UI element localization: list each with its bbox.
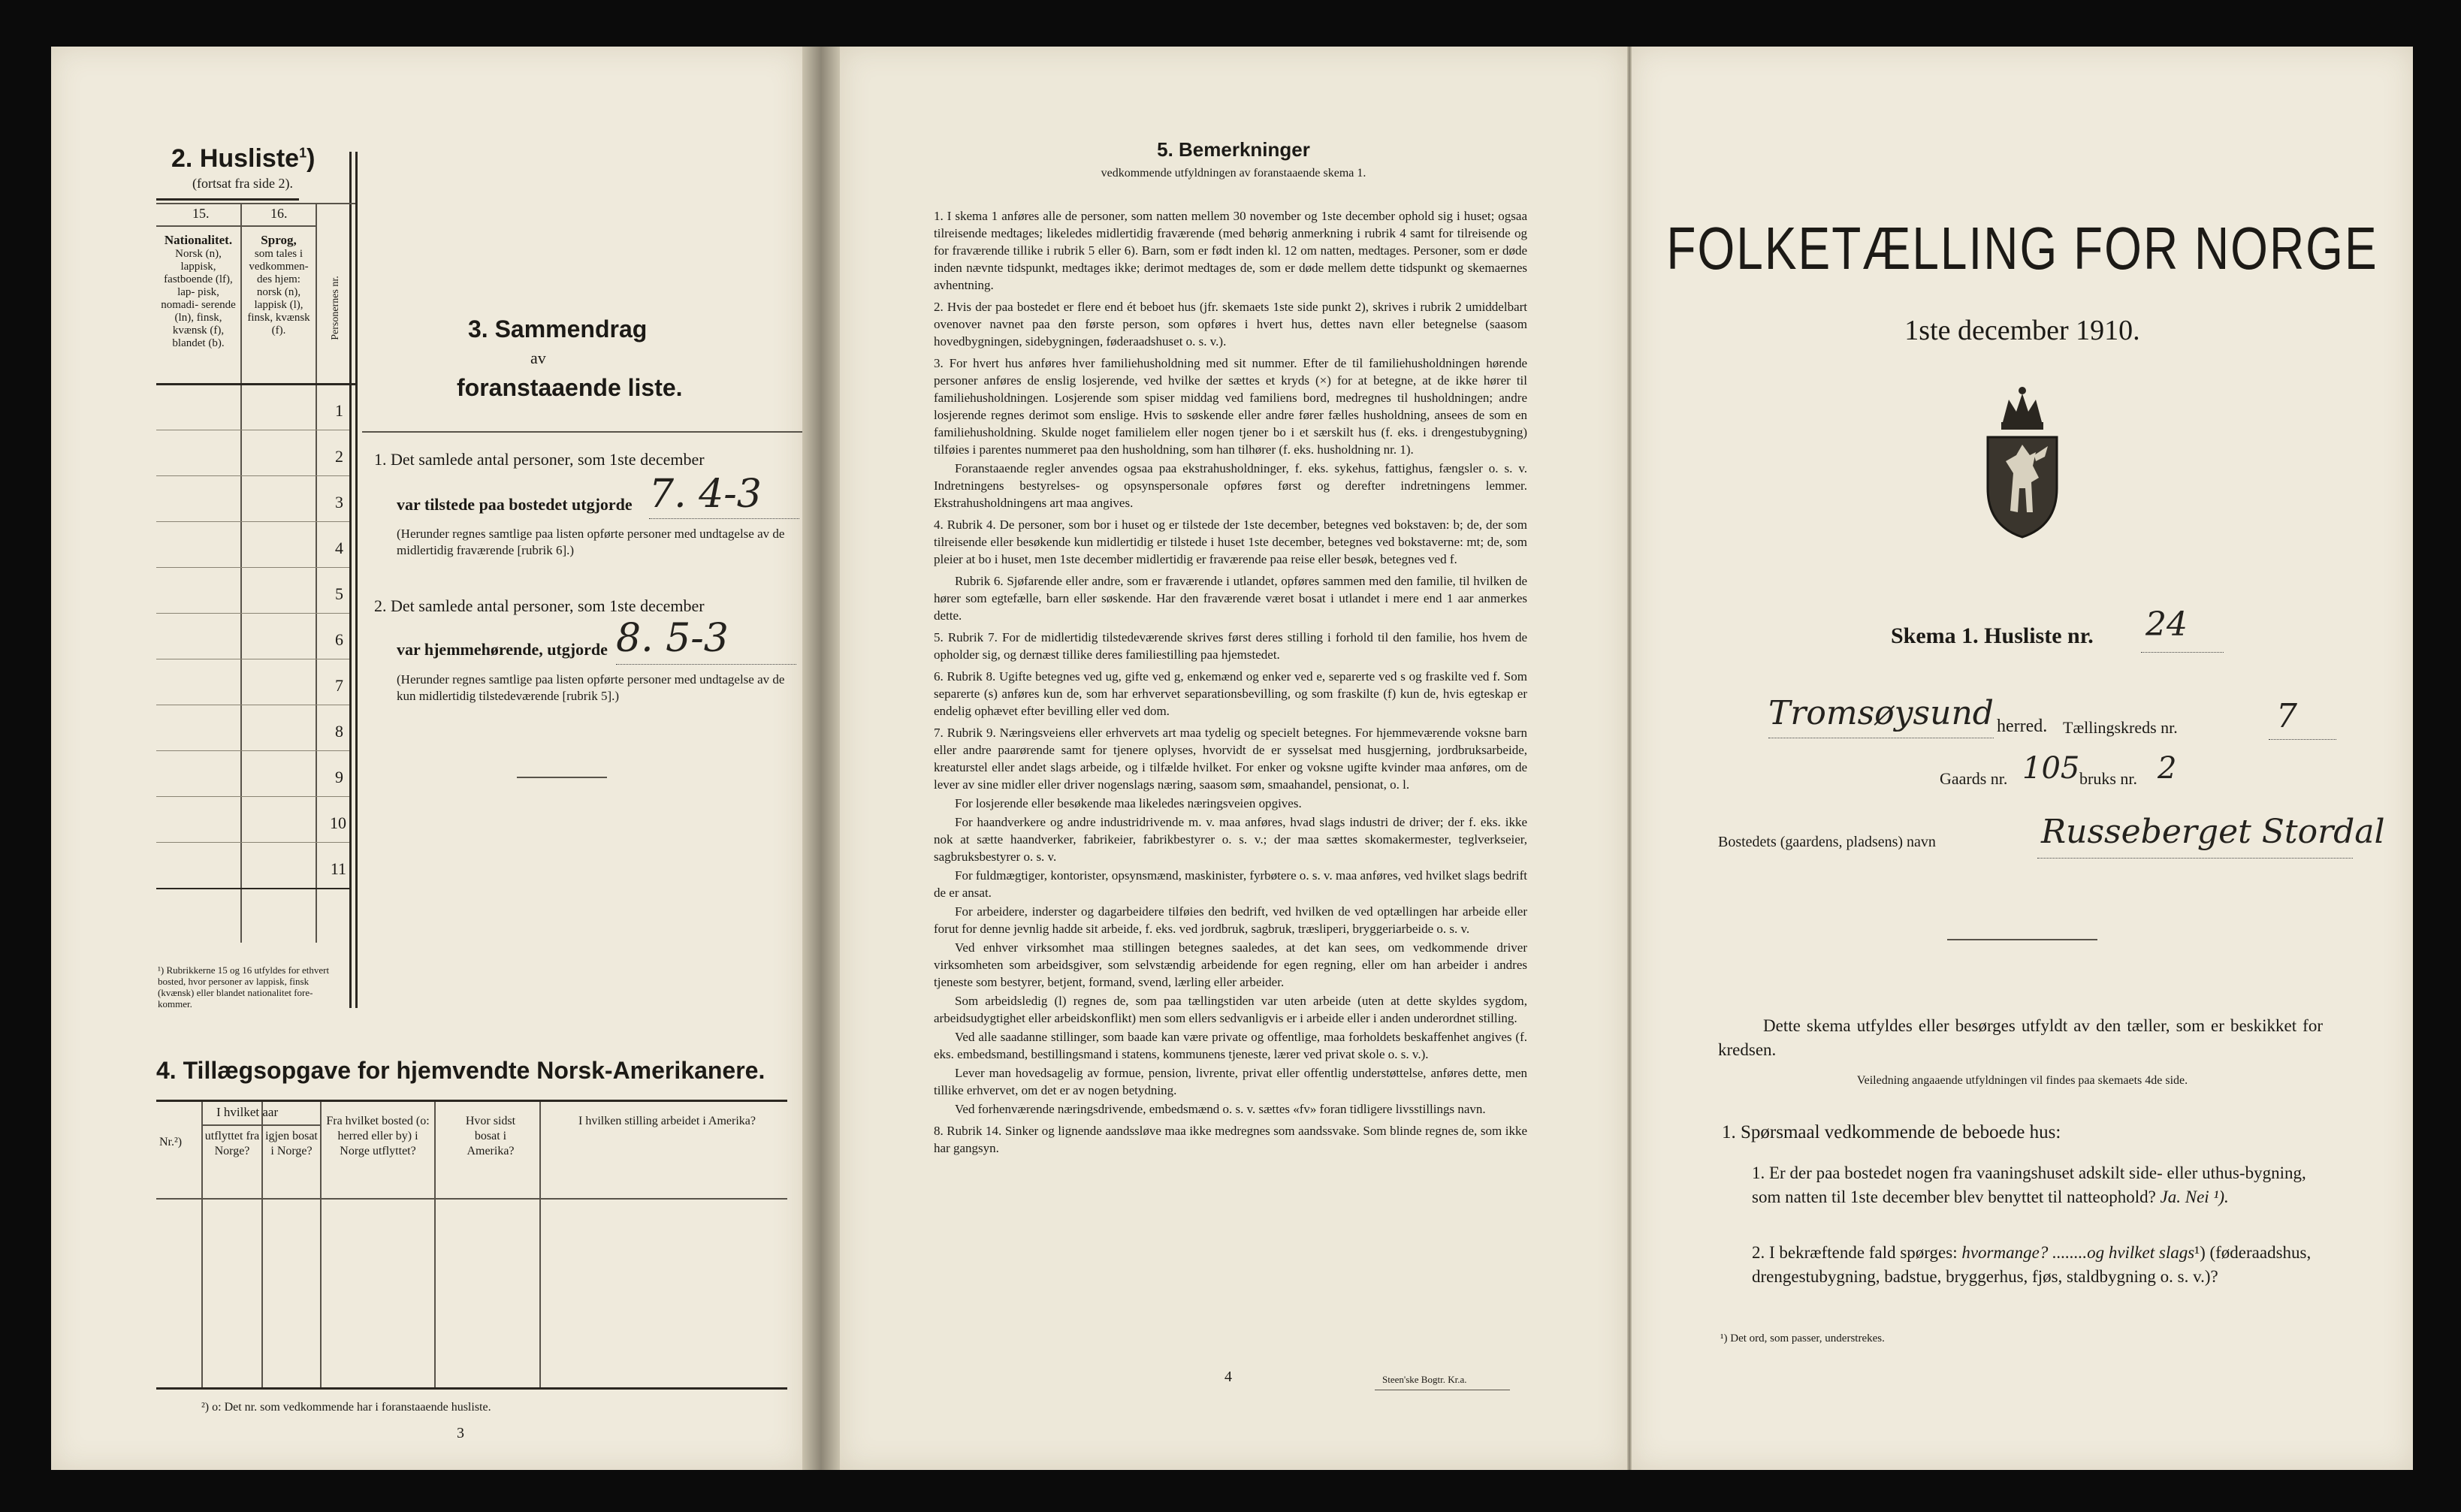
bruks-value: 2 (2158, 751, 2177, 786)
dotted-rule (2269, 739, 2336, 740)
tilstede-value: 7. 4-3 (649, 472, 762, 517)
col-person-header: Personernes nr. (329, 276, 341, 340)
table-row: 7 (156, 659, 349, 705)
paragraph: 6. Rubrik 8. Ugifte betegnes ved ug, gifte ved g, enkemænd og enker ved e, separerte ved s og fraskilte ved f. Som separerte (s) anføres kun de, som har erhvervet separationsbevilling, og som fraskilte (f) kun de, hvis egteskap er endelig ophævet efter bevilling eller ved dom. (934, 669, 1527, 718)
question-1: 1. Er der paa bostedet nogen fra vaaningshuset adskilt side- eller uthus-bygning, som natten til 1ste december blev benyttet til natteophold? Ja. Nei ¹). (1752, 1163, 2306, 1206)
sammendrag-item-1-label: var tilstede paa bostedet utgjorde (397, 495, 633, 514)
intro-text: Dette skema utfyldes eller besørges utfyldt av den tæller, som er beskikket for kredsen. (1718, 1016, 2323, 1059)
left-page (51, 47, 802, 1470)
table-row: 9 (156, 751, 349, 797)
skema-label: Skema 1. Husliste nr. (1891, 623, 2094, 648)
bemerkninger-body (934, 207, 1527, 1158)
herred-label: herred. (1997, 717, 2048, 736)
dotted-rule (2037, 858, 2353, 859)
sammendrag-title: 3. Sammendrag (468, 315, 648, 343)
dotted-rule (616, 664, 796, 665)
page-number: 3 (457, 1425, 464, 1441)
dotted-rule (649, 518, 799, 519)
husliste-heading: 2. Husliste$^1$) (171, 144, 316, 173)
paragraph: 4. Rubrik 4. De personer, som bor i huset og er tilstede der 1ste december, betegnes ved bokstaven: b; de, der som tilreisende eller besøkende kun midlertidig er tilstede i huset 1ste december, betegnes ved bokstaverne: mt; de, som pleier at bo i huset, men 1ste december midlertidig er fraværende paa reise eller besøk, betegnes ved f. (934, 518, 1527, 566)
husliste-footnote: ¹) Rubrikkerne 15 og 16 utfyldes for ethvert bosted, hvor personer av lappisk, finsk (kvænsk) eller blandet nationalitet fore- kommer. (158, 964, 330, 1010)
sammendrag-item-2-note: (Herunder regnes samtlige paa listen opførte personer med undtagelse av de kun midlertidig tilstedeværende [rubrik 5].) (397, 672, 785, 703)
tillaeg-col-igjen: igjen bosat i Norge? (265, 1130, 318, 1157)
bosted-label: Bostedets (gaardens, pladsens) navn (1718, 834, 1936, 850)
sammendrag-item-1-note: (Herunder regnes samtlige paa listen opførte personer med undtagelse av de midlertidig fraværende [rubrik 6].) (397, 527, 785, 557)
table-row: 8 (156, 705, 349, 751)
middle-page (840, 47, 1627, 1470)
folketaelling-date: 1ste december 1910. (1904, 315, 2140, 346)
hjemmehorende-value: 8. 5-3 (616, 616, 729, 661)
table-row: 2 (156, 430, 349, 476)
krets-value: 7 (2276, 697, 2297, 735)
tillaeg-table (156, 1100, 787, 1390)
husliste-subheading: (fortsat fra side 2). (192, 176, 293, 191)
printer-mark: Steen'ske Bogtr. Kr.a. (1382, 1374, 1467, 1385)
rule (517, 777, 607, 778)
krets-label: Tællingskreds nr. (2063, 718, 2178, 737)
tillaeg-col-nr: Nr.²) (159, 1136, 183, 1148)
paragraph: Ved enhver virksomhet maa stillingen betegnes saaledes, at det kan sees, om vedkommende driver virksomheten som arbeidsgiver, som selvstændig arbeidende for egen regning, eller om han arbeider i andres tjeneste som bestyrer, betjent, formand, svend, lærling eller arbeider. (934, 940, 1527, 989)
table-row: 1 (156, 385, 349, 430)
tillaeg-col-utflyttet: utflyttet fra Norge? (204, 1130, 260, 1157)
rule (362, 431, 802, 433)
husliste-rows (156, 385, 349, 889)
tillaeg-title: 4. Tillægsopgave for hjemvendte Norsk-Amerikanere. (156, 1057, 765, 1084)
paragraph: Ved alle saadanne stillinger, som baade kan være private og offentlige, maa forholdets beskaffenhet angives (f. eks. embedsmand, bestillingsmand i statens, kommunens tjeneste, lærer ved privat skole o. s. v.). (934, 1030, 1527, 1061)
paragraph: Som arbeidsledig (l) regnes de, som paa tællingstiden var uten arbeide (uten at dette skyldes sygdom, arbeidsudygtighet eller arbeidskonflikt) men som ellers sedvanligvis er i arbeide eller i anden underordnet stilling. (934, 994, 1527, 1025)
rule (355, 152, 358, 1008)
question-2: 2. I bekræftende fald spørges: hvormange? ........og hvilket slags¹) (føderaadshus, drengestubygning, badstue, bryggerhus, fjøs, staldbygning o. s. v.)? (1752, 1243, 2312, 1286)
gaards-value: 105 (2022, 751, 2080, 786)
herred-value: Tromsøysund (1768, 694, 1994, 732)
paragraph: For arbeidere, inderster og dagarbeidere tilføies den bedrift, ved hvilken de ved optællingen har arbeide eller forut for denne jevnlig hadde sit arbeide, f. eks. ved jordbruk, sagbruk, træsliperi, bryggeriarbeide o. s. v. (934, 904, 1527, 936)
paragraph: For losjerende eller besøkende maa likeledes næringsveien opgives. (955, 796, 1302, 810)
sammendrag-av: av (530, 349, 546, 367)
bosted-value: Russeberget Stordal (2041, 813, 2385, 851)
sammendrag-item-2-label: var hjemmehørende, utgjorde (397, 640, 608, 659)
bruks-label: bruks nr. (2079, 769, 2137, 788)
right-footnote: ¹) Det ord, som passer, understrekes. (1720, 1332, 1885, 1345)
folketaelling-title: FOLKETÆLLING FOR NORGE (1666, 214, 2378, 282)
question-heading: 1. Spørsmaal vedkommende de beboede hus: (1722, 1122, 2061, 1142)
paragraph: For haandverkere og andre industridrivende m. v. maa anføres, hvad slags industri de driver; der f. eks. ikke nok at sætte haandverker, fabrikeier, fabrikbestyrer o. s. v.; der maa sættes skomakermester, teglverkseier, sagbruksbestyrer o. s. v. (934, 815, 1527, 864)
col-15-header: Nationalitet. Norsk (n), lappisk, fastboende (lf), lap- pisk, nomadi- serende (ln), finsk, kvænsk (f), blandet (b). (161, 233, 236, 349)
paragraph: Lever man hovedsagelig av formue, pension, livrente, privat eller offentlig understøttelse, anføres dette, men tillike erhvervet, om det er av nogen betydning. (934, 1066, 1527, 1097)
paragraph: 7. Rubrik 9. Næringsveiens eller erhvervets art maa tydelig og specielt betegnes. For hjemmeværende voksne barn eller andre paarørende samt for tjenere oplyses, hvorvidt de er sysselsat med husgjerning, jordbruksarbeide, kreaturstel eller andet slags arbeide, og i tilfælde hvilket. For enker og voksne ugifte kvinder maa anføres, om de lever av sine midler eller driver nogenslags næring, saasom søm, smaahandel, pensionat, o. l. (934, 726, 1527, 792)
table-row: 3 (156, 476, 349, 522)
table-row: 4 (156, 522, 349, 568)
paragraph: 8. Rubrik 14. Sinker og lignende aandssløve maa ikke medregnes som aandssvake. Som blinde regnes de, som ikke har gangsyn. (934, 1124, 1527, 1155)
bemerkninger-subtitle: vedkommende utfyldningen av foranstaaende skema 1. (1101, 167, 1366, 180)
veiledning-text: Veiledning angaaende utfyldningen vil findes paa skemaets 4de side. (1856, 1074, 2188, 1087)
tillaeg-footnote: ²) o: Det nr. som vedkommende har i foranstaaende husliste. (201, 1401, 491, 1414)
bemerkninger-title: 5. Bemerkninger (1157, 138, 1310, 161)
ornament-rule (1947, 939, 2097, 940)
table-row: 5 (156, 568, 349, 614)
col-15-number: 15. (192, 206, 210, 221)
paragraph: 3. For hvert hus anføres hver familiehusholdning med sit nummer. Efter de til familiehusholdningen hørende personer anføres de enslig losjerende, ved hvilke der sættes et kryds (×) for at betegne, at de ikke hører til familiehusholdningen. Losjerende som spiser middag ved familiens bord, medregnes til husholdningen; andre losjerende regnes derimot som enslige. Hvis to søskende eller andre fører fælles husholdning, ansees de som en familiehusholdning. Skulde noget familielem eller nogen tjener bo i et særskilt hus (f. eks. i drengestubygning) tilføies i parentes nummeret paa den husholdning, som han tilhører (f. eks. husholdning nr. 1). (934, 356, 1527, 457)
rule (156, 225, 316, 227)
tillaeg-col-bosted: Fra hvilket bosted (o: herred eller by) i Norge utflyttet? (326, 1115, 430, 1157)
paragraph: 1. I skema 1 anføres alle de personer, som natten mellem 30 november og 1ste december ophold sig i huset; ogsaa tilreisende medtages; likeledes midlertidig fraværende (med behørig anmerkning i rubrik 4 samt for tilreisende og for fraværende tillike i rubrik 5 eller 6). Barn, som er født inden kl. 12 om natten, medtages. Personer, som er døde inden nævnte tidspunkt, medtages ikke; derimot medtages de, som er døde mellem dette tidspunkt og skemaernes avhentning. (934, 209, 1527, 292)
husliste-nr-value: 24 (2145, 605, 2188, 644)
col-16-number: 16. (270, 206, 288, 221)
dotted-rule (2141, 652, 2224, 653)
tillaeg-col-year: I hvilket aar (216, 1105, 279, 1119)
page-number: 4 (1224, 1369, 1232, 1385)
table-row: 11 (156, 843, 349, 889)
paragraph: 5. Rubrik 7. For de midlertidig tilstedeværende skrives først deres stilling i forhold til den familie, hos hvem de opholder sig, og dernæst tillike deres familiestilling paa hjemstedet. (934, 630, 1527, 662)
sammendrag-item-2: 2. Det samlede antal personer, som 1ste december (374, 596, 705, 615)
tillaeg-col-stilling: I hvilken stilling arbeidet i Amerika? (578, 1115, 756, 1127)
sammendrag-item-1: 1. Det samlede antal personer, som 1ste december (374, 450, 705, 469)
sammendrag-subtitle: foranstaaende liste. (457, 374, 683, 401)
coat-of-arms-icon (1980, 383, 2064, 541)
rule (156, 203, 355, 204)
table-row: 10 (156, 797, 349, 843)
right-page (1632, 47, 2413, 1470)
paragraph: For fuldmægtiger, kontorister, opsynsmænd, maskinister, fyrbøtere o. s. v. maa anføres, ved hvilket slags bedrift de er ansat. (934, 868, 1527, 900)
tillaeg-col-amerika: Hvor sidst bosat i Amerika? (465, 1115, 516, 1157)
paragraph: 2. Hvis der paa bostedet er flere end ét beboet hus (jfr. skemaets 1ste side punkt 2), skrives i rubrik 2 umiddelbart ovenover navnet paa den første person, som opføres i hvert hus, dettes navn eller betegnelse (saasom hovedbygningen, sidebygningen, føderaadshuset o. s. v.). (934, 300, 1527, 349)
paragraph: Ved forhenværende næringsdrivende, embedsmænd o. s. v. sættes «fv» foran tidligere livsstillings navn. (955, 1102, 1486, 1116)
col-16-header: Sprog, som tales i vedkommen- des hjem: norsk (n), lappisk (l), finsk, kvænsk (f). (247, 233, 310, 337)
rule (156, 198, 299, 201)
table-row: 6 (156, 614, 349, 659)
paragraph: Foranstaaende regler anvendes ogsaa paa ekstrahusholdninger, f. eks. sykehus, fattighus, fængsler o. s. v. Indretningens bestyrelses- og opsynspersonale opføres først og derefter indretningens lemmer. Ekstrahusholdningens art maa angives. (934, 461, 1527, 510)
gaards-label: Gaards nr. (1940, 769, 2008, 788)
rule (349, 152, 352, 1008)
paragraph: Rubrik 6. Sjøfarende eller andre, som er fraværende i utlandet, opføres sammen med den familie, til hvilken de hører som egtefælle, barn eller søskende. Har den fraværende været bosat i utlandet i mere end 1 aar anmerkes dette. (934, 574, 1527, 623)
book-gutter-left (802, 47, 840, 1470)
